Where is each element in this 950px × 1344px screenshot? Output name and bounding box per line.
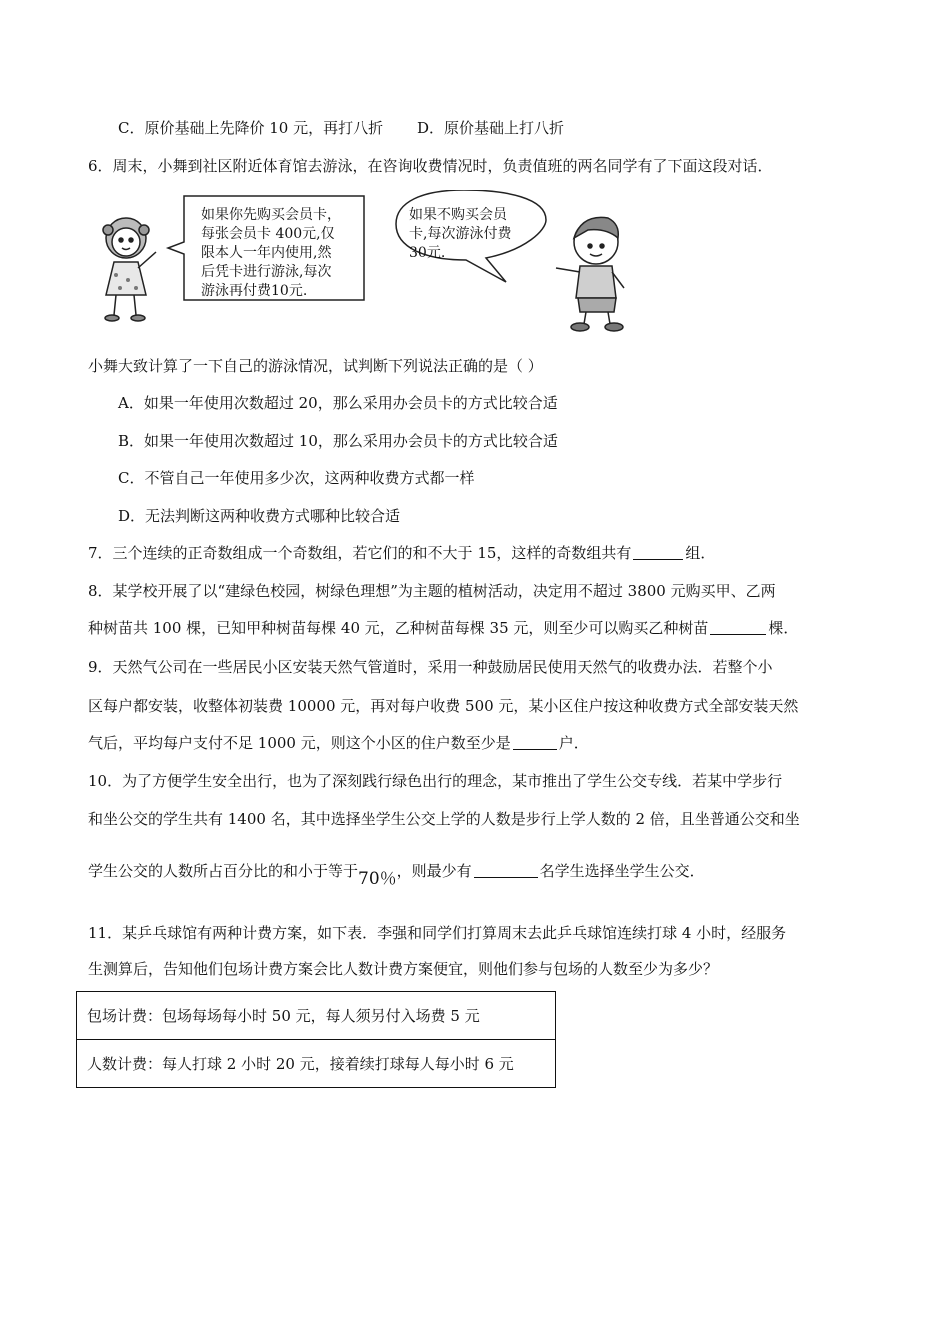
q8-text-end: 棵． bbox=[768, 619, 799, 637]
q10-line3 bbox=[88, 860, 705, 889]
q10-percent: 70％ bbox=[358, 869, 397, 889]
girl-figure bbox=[103, 218, 156, 321]
q10-text-middle: ，则最少有 bbox=[396, 862, 472, 880]
boy-speech-text: 如果不购买会员 卡,每次游泳付费 30元. bbox=[409, 207, 512, 261]
girl-speech-text: 如果你先购买会员卡， 每张会员卡 400元,仅 限本人一年内使用,然 后凭卡进行游泳,每次 游泳再付费10元. bbox=[201, 207, 341, 299]
q7-text: 7．三个连续的正奇数组成一个奇数组，若它们的和不大于 15，这样的奇数组共有 bbox=[88, 544, 632, 562]
q5-option-d: D．原价基础上打八折 bbox=[417, 119, 565, 137]
q7-answer-blank[interactable] bbox=[633, 543, 683, 560]
boy-figure bbox=[556, 217, 624, 331]
q9-line3 bbox=[88, 732, 589, 754]
q8-text: 种树苗共 100 棵，已知甲种树苗每棵 40 元，乙种树苗每棵 35 元，则至少可以购买乙种树苗 bbox=[88, 619, 709, 637]
q9-line1: 9．天然气公司在一些居民小区安装天然气管道时，采用一种鼓励居民使用天然气的收费办法．若整个小 bbox=[88, 658, 773, 676]
q8-answer-blank[interactable] bbox=[710, 618, 766, 635]
q10-text-end: 名学生选择坐学生公交． bbox=[539, 862, 705, 880]
q9-line2: 区每户都安装，收整体初装费 10000 元，再对每户收费 500 元，某小区住户按这种收费方式全部安装天然 bbox=[88, 697, 799, 715]
q5-option-c: C．原价基础上先降价 10 元，再打八折 bbox=[118, 119, 384, 137]
q7 bbox=[88, 542, 715, 564]
table-row bbox=[77, 992, 556, 1040]
q10-answer-blank[interactable] bbox=[474, 861, 538, 878]
q9-text-end: 户． bbox=[558, 734, 589, 752]
q10-line2: 和坐公交的学生共有 1400 名，其中选择坐学生公交上学的人数是步行上学人数的 2 倍，且坐普通公交和坐 bbox=[88, 810, 800, 828]
table-cell-venue-fee: 包场计费：包场每场每小时 50 元，每人须另付入场费 5 元 bbox=[77, 992, 556, 1040]
table-cell-per-person-fee: 人数计费：每人打球 2 小时 20 元，接着续打球每人每小时 6 元 bbox=[77, 1040, 556, 1088]
q11-line2: 生测算后，告知他们包场计费方案会比人数计费方案便宜，则他们参与包场的人数至少为多少？ bbox=[88, 960, 719, 978]
fee-table bbox=[76, 991, 556, 1088]
q7-text-end: 组． bbox=[685, 544, 716, 562]
q9-answer-blank[interactable] bbox=[513, 733, 557, 750]
q8-line2 bbox=[88, 617, 798, 639]
q10-line1: 10．为了方便学生安全出行，也为了深刻践行绿色出行的理念，某市推出了学生公交专线．若某中学步行 bbox=[88, 772, 783, 790]
q11-line1: 11．某乒乓球馆有两种计费方案，如下表．李强和同学们打算周末去此乒乓球馆连续打球 4 小时，经服务 bbox=[88, 924, 787, 942]
q9-text: 气后，平均每户支付不足 1000 元，则这个小区的住户数至少是 bbox=[88, 734, 511, 752]
q6-option-d: D．无法判断这两种收费方式哪种比较合适 bbox=[118, 507, 401, 525]
q6-option-b: B．如果一年使用次数超过 10，那么采用办会员卡的方式比较合适 bbox=[118, 432, 558, 450]
q6-stem: 6．周末，小舞到社区附近体育馆去游泳，在咨询收费情况时，负责值班的两名同学有了下面这段对话． bbox=[88, 157, 773, 175]
q6-prompt: 小舞大致计算了一下自己的游泳情况，试判断下列说法正确的是（ ） bbox=[88, 357, 543, 375]
q6-option-c: C．不管自己一年使用多少次，这两种收费方式都一样 bbox=[118, 469, 475, 487]
q10-text: 学生公交的人数所占百分比的和小于等于 bbox=[88, 862, 359, 880]
q8-line1: 8．某学校开展了以“建绿色校园，树绿色理想”为主题的植树活动，决定用不超过 3800 元购买甲、乙两 bbox=[88, 582, 776, 600]
q6-option-a: A．如果一年使用次数超过 20，那么采用办会员卡的方式比较合适 bbox=[118, 394, 558, 412]
table-row bbox=[77, 1040, 556, 1088]
